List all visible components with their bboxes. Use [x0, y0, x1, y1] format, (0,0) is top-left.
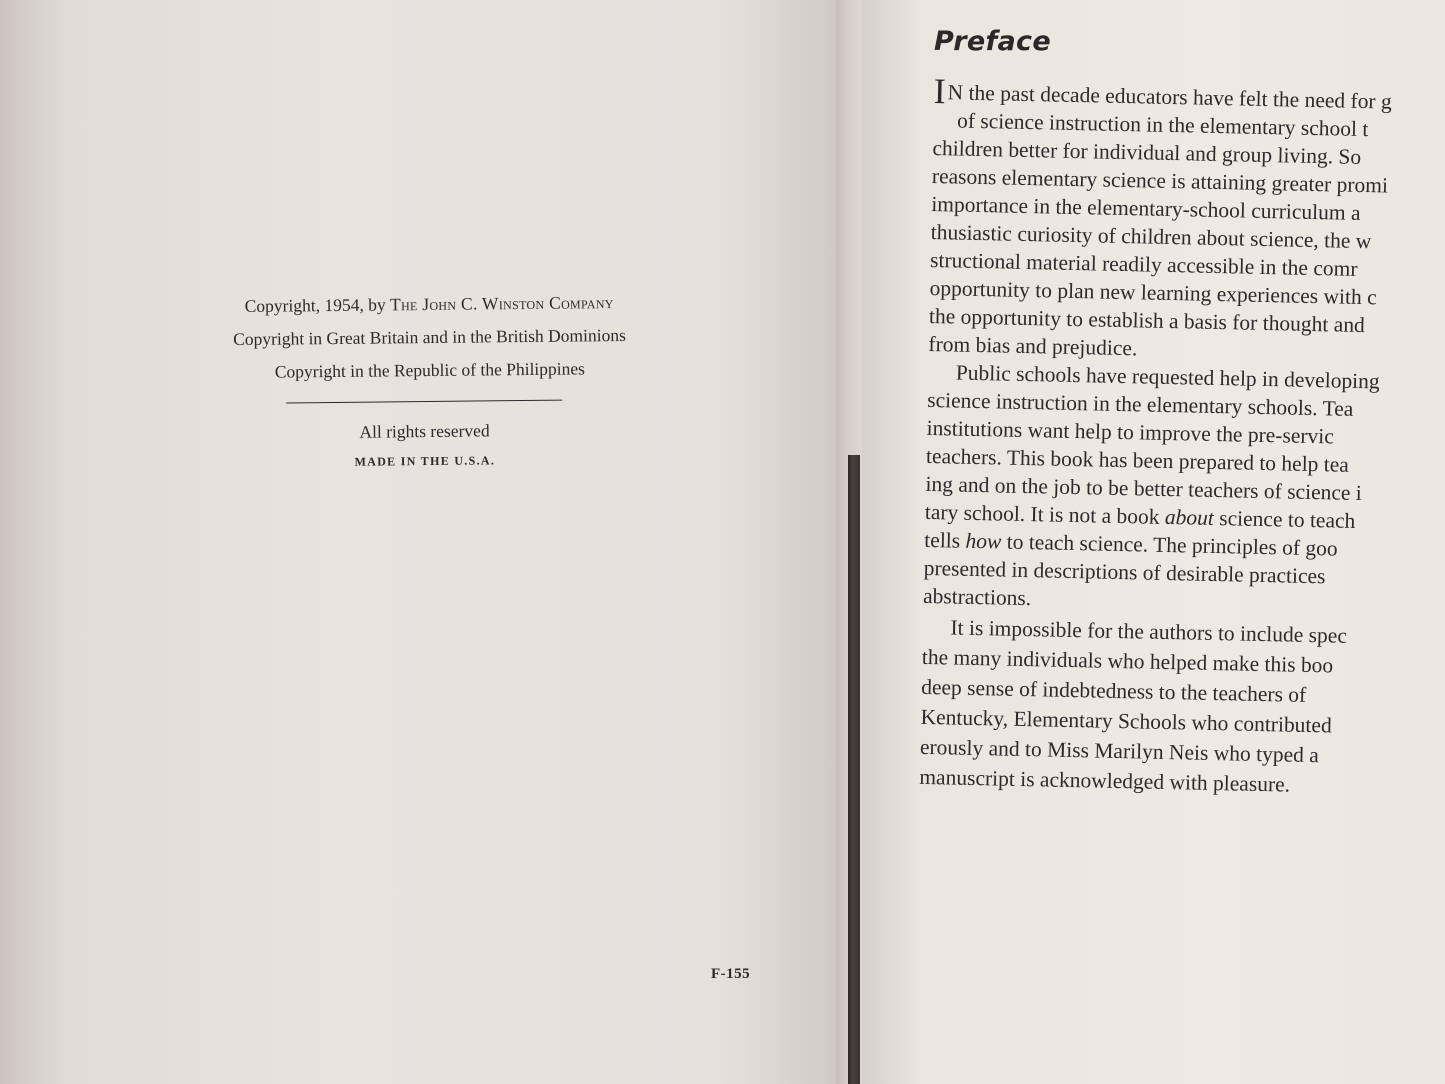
copyright-block [149, 285, 711, 479]
right-page [862, 0, 1445, 1084]
text-line: Kentucky, Elementary Schools who contributed [920, 704, 1332, 738]
text-line-content: tells [924, 527, 966, 553]
page-title: Preface [934, 26, 1051, 57]
text-line-content: tary school. It is not a book [924, 499, 1166, 529]
text-line: ing and on the job to be better teachers of science i [925, 471, 1363, 506]
text-line-content: N the past decade educators have felt the need for g [947, 80, 1392, 114]
text-line: manuscript is acknowledged with pleasure. [919, 764, 1291, 797]
paragraph-1 [928, 71, 1445, 371]
text-line: importance in the elementary-school curriculum a [931, 191, 1361, 225]
italic-word: about [1164, 504, 1215, 530]
text-line: reasons elementary science is attaining greater promi [931, 163, 1389, 198]
binding-strip [848, 455, 860, 1084]
text-line: of science instruction in the elementary school t [956, 108, 1369, 142]
text-line: the opportunity to establish a basis for thought and [928, 303, 1366, 338]
text-line: teachers. This book has been prepared to help tea [925, 443, 1350, 477]
copyright-line-1-prefix: Copyright, 1954, by [244, 294, 391, 316]
drop-cap: I [933, 71, 947, 112]
text-line: It is impossible for the authors to include spec [950, 615, 1348, 648]
text-line: thusiastic curiosity of children about science, the w [930, 219, 1372, 254]
text-line: the many individuals who helped make this boo [921, 644, 1334, 678]
preface-text [919, 71, 1445, 805]
text-line: presented in descriptions of desirable practices [923, 555, 1326, 589]
text-line: abstractions. [922, 583, 1032, 611]
made-in-usa: MADE IN THE U.S.A. [354, 453, 496, 469]
text-line: opportunity to plan new learning experiences with c [929, 275, 1377, 310]
copyright-line-philippines: Copyright in the Republic of the Philippines [274, 358, 586, 382]
divider-rule [286, 400, 562, 404]
print-code: F-155 [711, 966, 751, 982]
text-line-content: science to teach [1213, 505, 1356, 533]
text-line: deep sense of indebtedness to the teachers of [920, 674, 1307, 707]
text-line: Public schools have requested help in developing [955, 360, 1380, 394]
publisher-name: The John C. Winston Company [389, 292, 614, 315]
rights-reserved: All rights reserved [359, 420, 490, 442]
text-line: erously and to Miss Marilyn Neis who typed a [919, 734, 1320, 768]
text-line: institutions want help to improve the pre-servic [926, 415, 1335, 449]
paragraph-3 [919, 612, 1445, 805]
text-line: children better for individual and group living. So [932, 135, 1362, 169]
text-line-content: to teach science. The principles of goo [1001, 529, 1338, 561]
copyright-line-britain: Copyright in Great Britain and in the British Dominions [233, 324, 626, 350]
italic-word: how [965, 528, 1002, 554]
paragraph-2 [923, 358, 1445, 623]
text-line: from bias and prejudice. [928, 331, 1138, 361]
text-line: science instruction in the elementary schools. Tea [927, 387, 1354, 421]
text-line: structional material readily accessible in the comr [929, 247, 1358, 281]
